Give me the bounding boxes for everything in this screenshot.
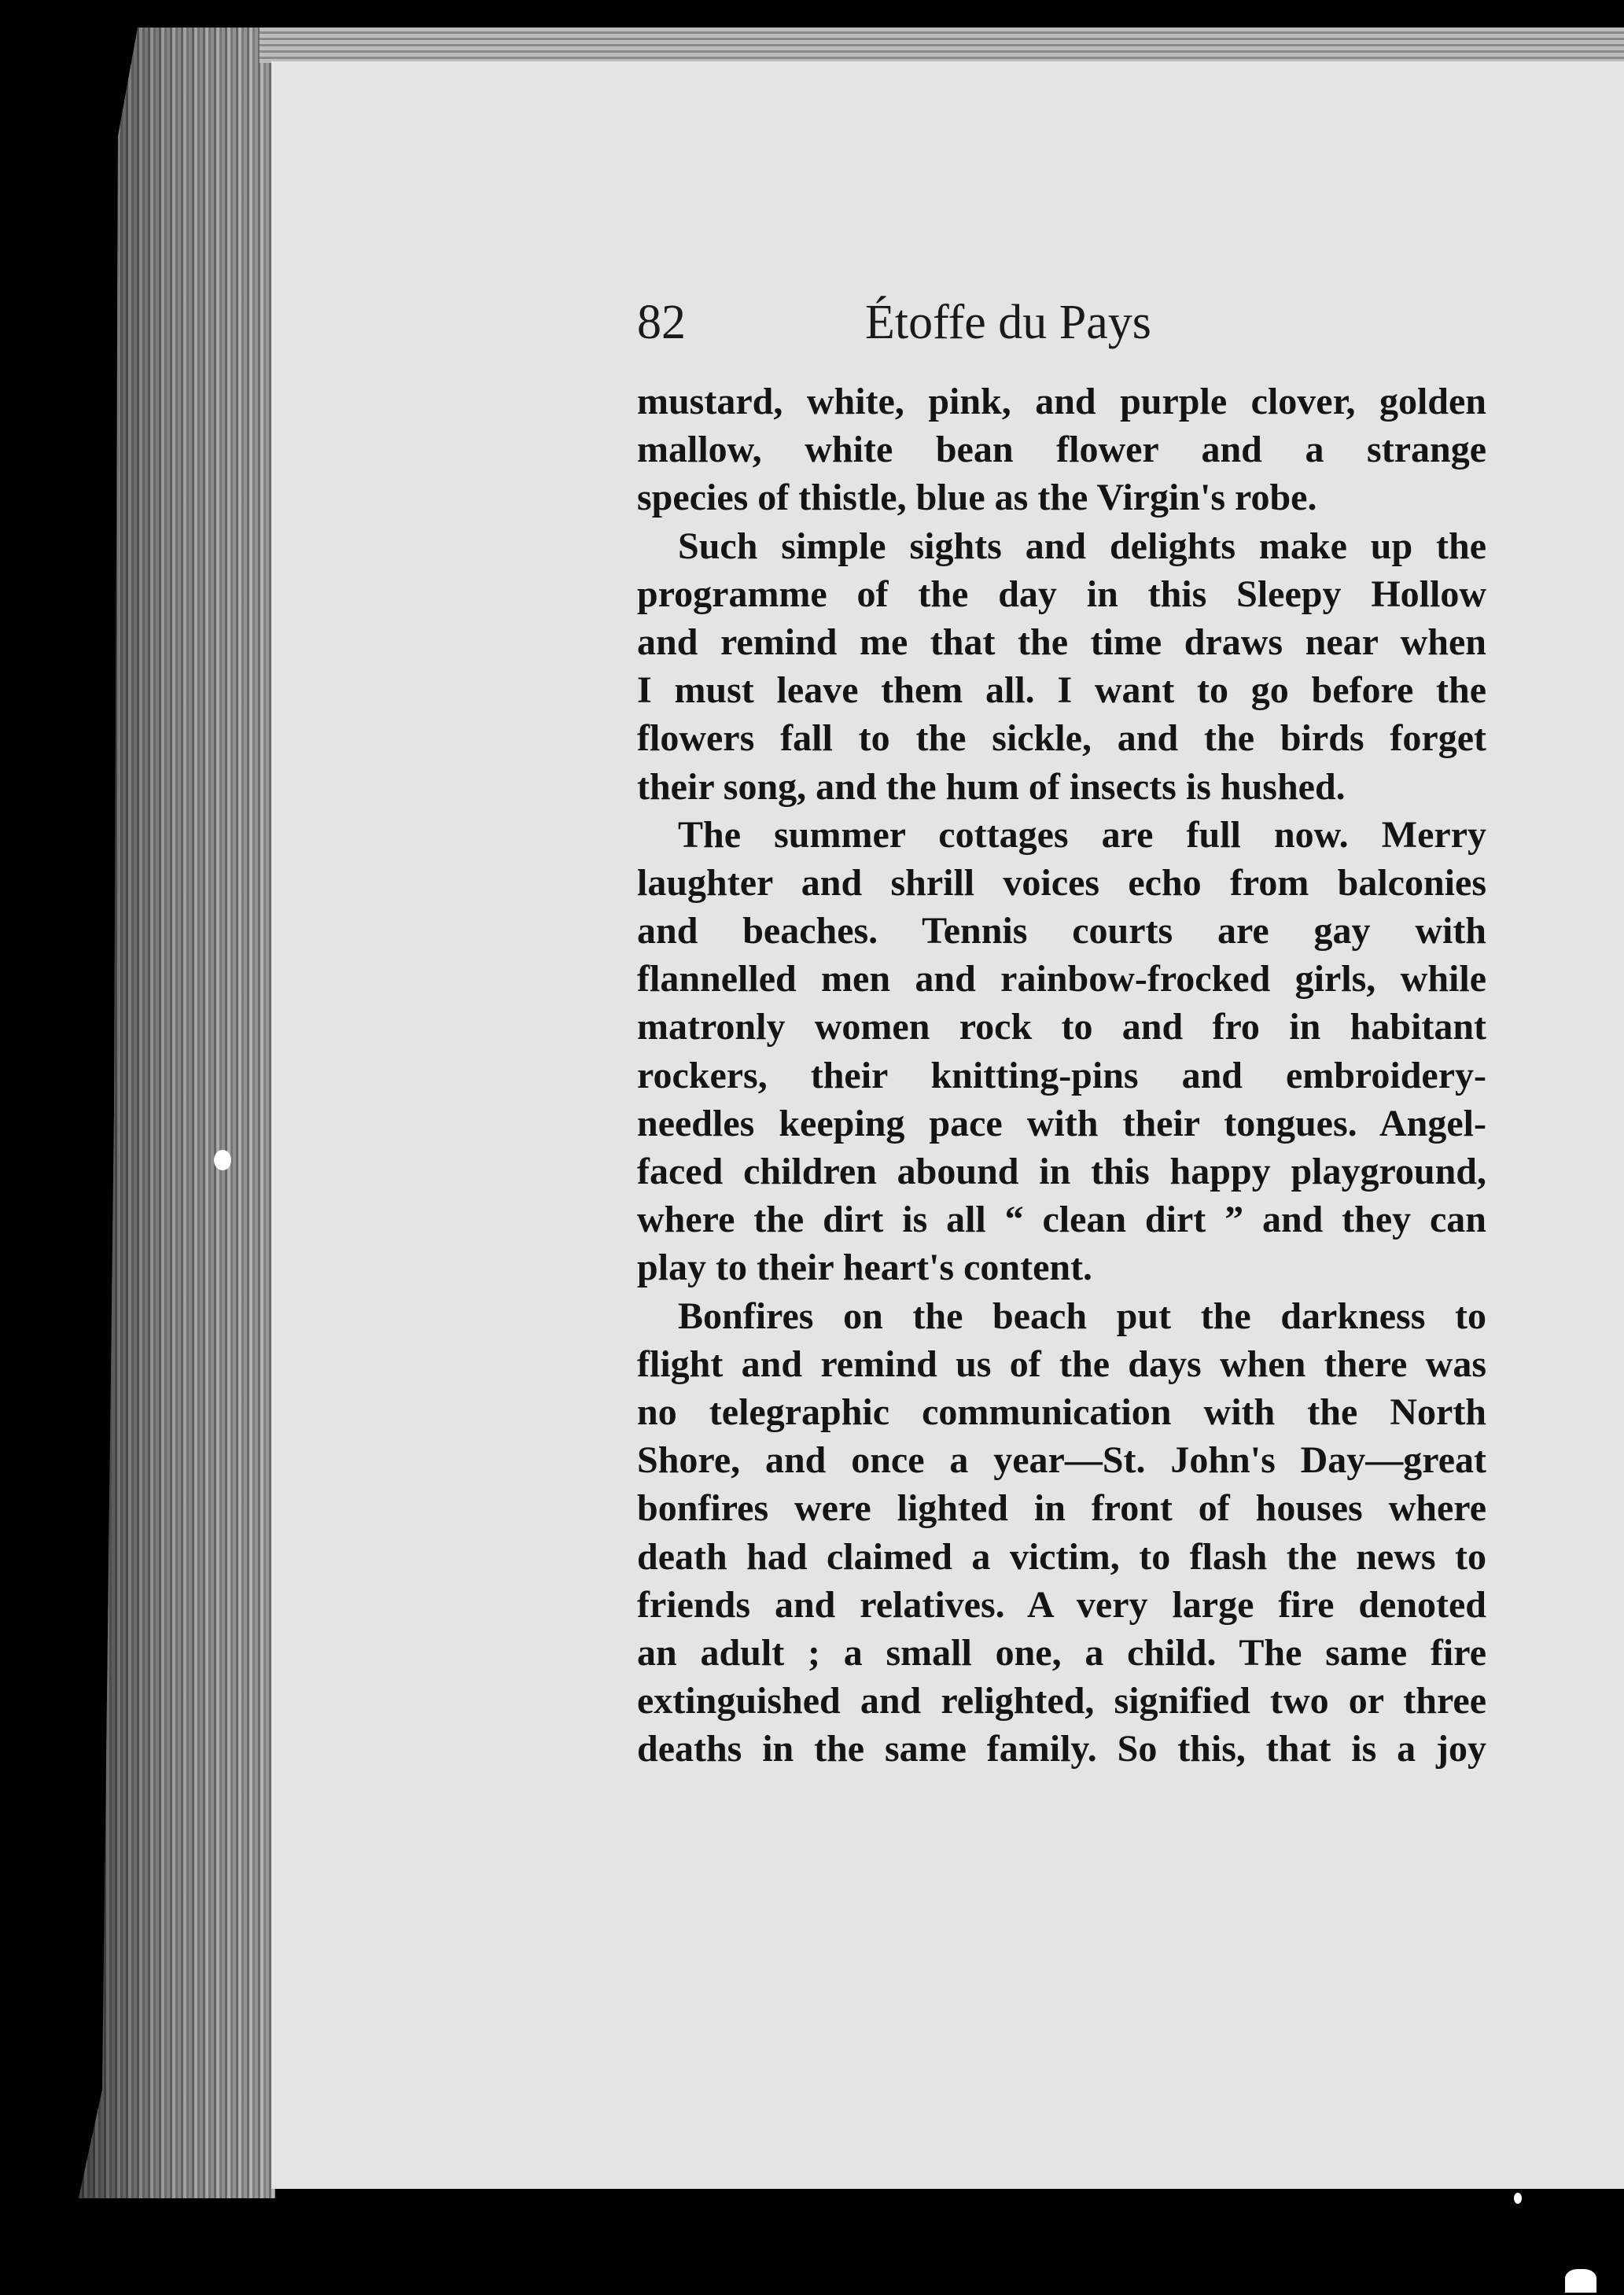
text-line: rockers, their knitting-pins and embroidery-: [637, 1054, 1486, 1096]
text-line: play to their heart's content.: [637, 1247, 1093, 1289]
text-line: friends and relatives. A very large fire denoted: [637, 1583, 1486, 1626]
text-line: mustard, white, pink, and purple clover, golden: [637, 381, 1486, 422]
text-line: death had claimed a victim, to flash the news to: [637, 1535, 1486, 1578]
text-line: no telegraphic communication with the North: [637, 1391, 1486, 1433]
text-line: flannelled men and rainbow-frocked girls, while: [637, 958, 1486, 1000]
page-header: [637, 287, 1235, 358]
text-line: matronly women rock to and fro in habitant: [637, 1006, 1486, 1048]
text-line: Shore, and once a year—St. John's Day—great: [637, 1439, 1486, 1482]
text-line: deaths in the same family. So this, that is a joy: [637, 1728, 1486, 1770]
scan-speck: [1514, 2193, 1522, 2204]
text-line: Such simple sights and delights make up the: [678, 525, 1486, 567]
text-line: an adult ; a small one, a child. The same fire: [637, 1631, 1486, 1674]
text-line: species of thistle, blue as the Virgin's robe.: [637, 477, 1317, 519]
text-line: and remind me that the time draws near when: [637, 621, 1486, 663]
text-line: bonfires were lighted in front of houses where: [637, 1487, 1486, 1530]
text-line: extinguished and relighted, signified two or three: [637, 1680, 1486, 1722]
text-line: programme of the day in this Sleepy Hollow: [637, 573, 1486, 615]
text-line: faced children abound in this happy playground,: [637, 1151, 1486, 1192]
text-line: flight and remind us of the days when there was: [637, 1343, 1486, 1385]
text-line: Bonfires on the beach put the darkness to: [678, 1295, 1486, 1337]
text-line: flowers fall to the sickle, and the birds forget: [637, 717, 1486, 760]
text-line: where the dirt is all “ clean dirt ” and they can: [637, 1199, 1486, 1241]
text-line: needles keeping pace with their tongues. Angel-: [637, 1102, 1486, 1144]
scan-speck: [1565, 2269, 1596, 2293]
text-line: their song, and the hum of insects is hushed.: [637, 765, 1346, 808]
book-page-edges-shadow: [79, 28, 275, 2198]
body-text: [637, 378, 1486, 1773]
scan-speck: [214, 1150, 231, 1170]
text-line: mallow, white bean flower and a strange: [637, 429, 1486, 471]
book-page-edges-top: [260, 28, 1624, 63]
text-line: laughter and shrill voices echo from balconies: [637, 861, 1486, 904]
running-title: Étoffe du Pays: [865, 296, 1151, 349]
text-line: The summer cottages are full now. Merry: [678, 813, 1486, 856]
text-line: I must leave them all. I want to go before the: [637, 669, 1486, 712]
text-line: and beaches. Tennis courts are gay with: [637, 910, 1486, 952]
page-number: 82: [637, 296, 686, 349]
